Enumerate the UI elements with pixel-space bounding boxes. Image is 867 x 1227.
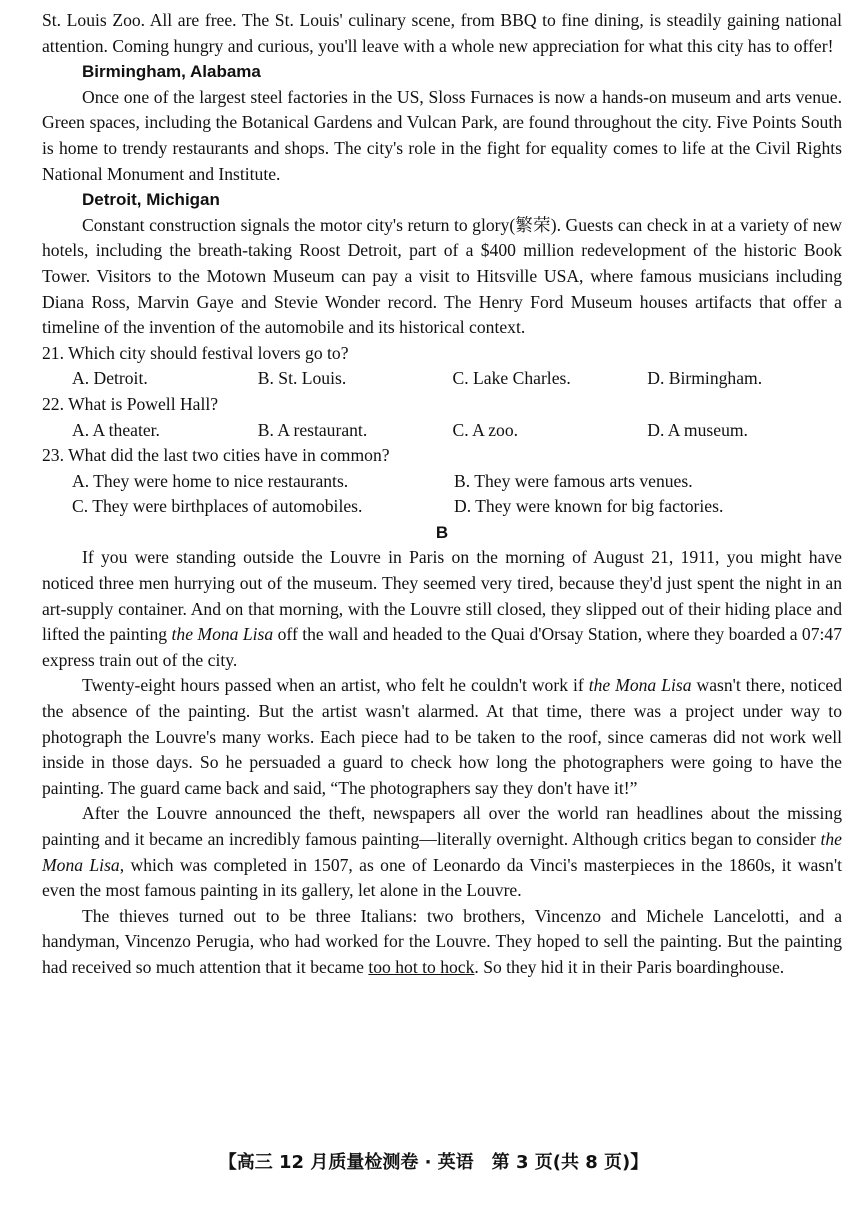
option-d: D. They were known for big factories. <box>454 496 724 517</box>
passage-b-paragraph-3 <box>42 801 842 903</box>
option-c: C. A zoo. <box>452 419 519 440</box>
option-row <box>42 469 842 495</box>
option-row <box>42 366 842 392</box>
question-stem: 22. What is Powell Hall? <box>42 393 219 414</box>
text-run: . So they hid it in their Paris boardinghouse. <box>474 956 785 977</box>
text-run: If you were standing outside the Louvre in Paris on the morning of August 21, 1911, you might have noticed three men hurrying out of the museum. They seemed very tired, because they'd just spent the night in an art-supply container. And on that morning, with the Louvre still closed, they slipped out of their hiding place and lifted the painting <box>42 547 842 645</box>
underlined-phrase: too hot to hock <box>368 956 475 977</box>
text-run: wasn't there, noticed the absence of the painting. But the artist wasn't alarmed. At that time, there was a project under way to photograph the Louvre's many works. Each piece had to be taken to the roof, since cameras did not work well inside in those days. So he persuaded a guard to check how long the photographers were going to have the painting. The guard came back and said, “The photographers say they don't have it!” <box>42 675 843 798</box>
birmingham-paragraph: Once one of the largest steel factories in the US, Sloss Furnaces is now a hands-on museum and arts venue. Green spaces, including the Botanical Gardens and Vulcan Park, are found throughout the city. Five Points South is home to trendy restaurants and shops. The city's role in the fight for equality comes to life at the Civil Rights National Monument and Institute. <box>42 86 842 184</box>
option-c: C. Lake Charles. <box>452 368 571 389</box>
question-21 <box>42 341 842 392</box>
question-23 <box>42 443 842 520</box>
option-row <box>42 418 842 444</box>
text-run: The thieves turned out to be three Italians: two brothers, Vincenzo and Michele Lancelotti, and a handyman, Vincenzo Perugia, who had worked for the Louvre. They hoped to sell the painting. But the painting had received so much attention that it became <box>42 905 842 977</box>
option-row <box>42 494 842 520</box>
passage-b-paragraph-1 <box>42 545 842 673</box>
question-22 <box>42 392 842 443</box>
text-run: Twenty-eight hours passed when an artist, who felt he couldn't work if <box>82 675 589 696</box>
intro-tail-paragraph: St. Louis Zoo. All are free. The St. Louis' culinary scene, from BBQ to fine dining, is steadily gaining national attention. Coming hungry and curious, you'll leave with a whole new appreciation for what this city has to offer! <box>42 10 842 56</box>
text-run: After the Louvre announced the theft, newspapers all over the world ran headlines about the missing painting and it became an incredibly famous painting—literally overnight. Although critics began to consider <box>42 803 842 849</box>
option-b: B. They were famous arts venues. <box>454 470 693 491</box>
painting-title: the Mona Lisa <box>171 624 274 645</box>
painting-title: the Mona Lisa <box>42 829 842 875</box>
section-b-label: B <box>435 522 449 542</box>
option-c: C. They were birthplaces of automobiles. <box>72 496 363 517</box>
option-a: A. A theater. <box>72 419 160 440</box>
passage-b-paragraph-4 <box>42 904 842 981</box>
page-footer: 【高三 12 月质量检测卷 · 英语 第 3 页(共 8 页)】 <box>218 1152 649 1173</box>
option-a: A. Detroit. <box>72 368 148 389</box>
option-b: B. St. Louis. <box>257 368 347 389</box>
painting-title: the Mona Lisa <box>588 675 692 696</box>
question-stem: 23. What did the last two cities have in common? <box>42 445 390 466</box>
option-d: D. A museum. <box>647 419 748 440</box>
detroit-heading: Detroit, Michigan <box>82 190 220 210</box>
exam-page <box>42 8 842 981</box>
option-a: A. They were home to nice restaurants. <box>72 470 349 491</box>
question-stem: 21. Which city should festival lovers go to? <box>42 342 349 363</box>
option-b: B. A restaurant. <box>257 419 368 440</box>
text-run: off the wall and headed to the Quai d'Orsay Station, where they boarded a 07:47 express train out of the city. <box>42 624 842 670</box>
detroit-paragraph: Constant construction signals the motor city's return to glory(繁荣). Guests can check in at a variety of new hotels, including the breath-taking Roost Detroit, part of a $400 million redevelopment of the historic Book Tower. Visitors to the Motown Museum can pay a visit to Hitsville USA, where famous musicians including Diana Ross, Marvin Gaye and Stevie Wonder record. The Henry Ford Museum houses artifacts that offer a timeline of the invention of the automobile and its historical context. <box>42 214 842 338</box>
birmingham-heading: Birmingham, Alabama <box>82 62 261 82</box>
text-run: , which was completed in 1507, as one of Leonardo da Vinci's masterpieces in the 1860s, it wasn't even the most famous painting in its gallery, let alone in the Louvre. <box>42 854 843 901</box>
passage-b-paragraph-2 <box>42 673 842 801</box>
option-d: D. Birmingham. <box>647 368 763 389</box>
